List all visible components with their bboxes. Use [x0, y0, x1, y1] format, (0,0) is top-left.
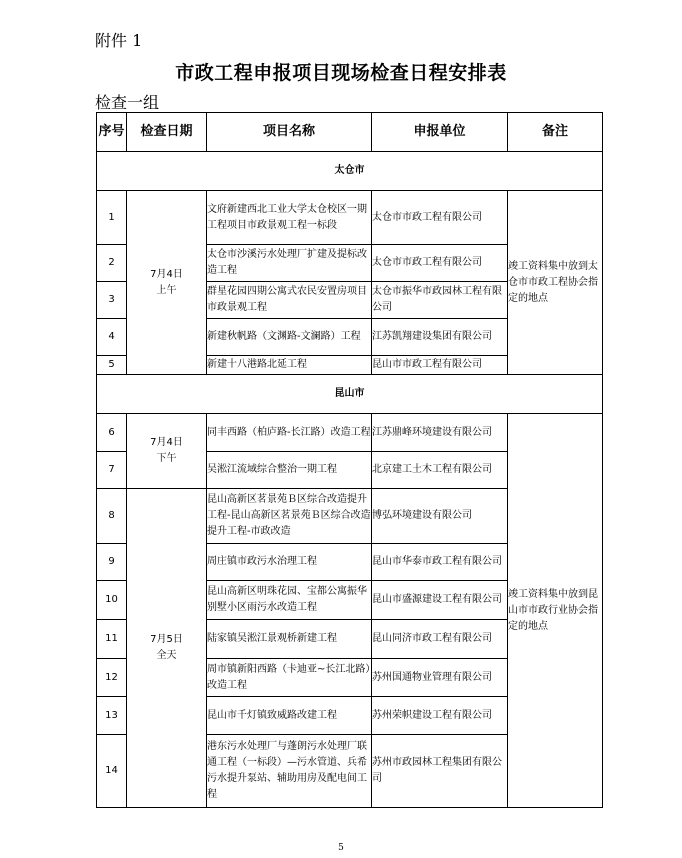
project-name: 昆山高新区明珠花园、宝都公寓振华别墅小区雨污水改造工程 [207, 581, 372, 620]
project-name: 周市镇新阳西路（卡迪亚~长江北路）改造工程 [207, 659, 372, 697]
unit-name: 北京建工土木工程有限公司 [372, 452, 508, 489]
date-text: 7月5日 [150, 634, 183, 645]
unit-name: 苏州市政园林工程集团有限公司 [372, 735, 508, 808]
row-no: 11 [97, 620, 127, 659]
header-project: 项目名称 [207, 113, 372, 152]
row-no: 3 [97, 282, 127, 319]
remark-cell: 竣工资料集中放到昆山市市政行业协会指定的地点 [508, 414, 603, 808]
header-no: 序号 [97, 113, 127, 152]
project-name: 文府新建西北工业大学太仓校区一期工程项目市政景观工程一标段 [207, 191, 372, 245]
unit-name: 苏州国通物业管理有限公司 [372, 659, 508, 697]
project-name: 群星花园四期公寓式农民安置房项目市政景观工程 [207, 282, 372, 319]
header-row [97, 113, 603, 152]
region-row [97, 152, 603, 191]
date-text: 7月4日 [150, 268, 183, 280]
project-name: 太仓市沙溪污水处理厂扩建及提标改造工程 [207, 245, 372, 282]
unit-name: 江苏鼎峰环境建设有限公司 [372, 414, 508, 452]
row-no: 13 [97, 697, 127, 735]
region-name: 昆山市 [97, 375, 603, 414]
unit-name: 太仓市市政工程有限公司 [372, 245, 508, 282]
page-number: 5 [338, 843, 344, 853]
row-no: 10 [97, 581, 127, 620]
unit-name: 太仓市振华市政园林工程有限公司 [372, 282, 508, 319]
row-no: 6 [97, 414, 127, 452]
project-name: 陆家镇吴淞江景观桥新建工程 [207, 620, 372, 659]
unit-name: 昆山同济市政工程有限公司 [372, 620, 508, 659]
project-name: 昆山高新区茗景苑Ｂ区综合改造提升工程-昆山高新区茗景苑Ｂ区综合改造提升工程-市政改造 [207, 489, 372, 544]
period-text: 上午 [156, 284, 177, 296]
project-name: 新建十八港路北延工程 [207, 356, 372, 375]
row-no: 5 [97, 356, 127, 375]
date-cell [127, 489, 207, 808]
project-name: 同丰西路（柏庐路-长江路）改造工程 [207, 414, 372, 452]
project-name: 新建秋帆路（文渊路-文澜路）工程 [207, 319, 372, 356]
row-no: 4 [97, 319, 127, 356]
header-date: 检查日期 [127, 113, 207, 152]
unit-name: 昆山市华泰市政工程有限公司 [372, 544, 508, 581]
header-remark: 备注 [508, 113, 603, 152]
row-no: 8 [97, 489, 127, 544]
project-name: 周庄镇市政污水治理工程 [207, 544, 372, 581]
attachment-label: 附件 1 [95, 31, 143, 50]
project-name: 昆山市千灯镇致威路改建工程 [207, 697, 372, 735]
region-name: 太仓市 [97, 152, 603, 191]
remark-cell: 竣工资料集中放到太仓市市政工程协会指定的地点 [508, 191, 603, 375]
unit-name: 博弘环境建设有限公司 [372, 489, 508, 544]
region-row [97, 375, 603, 414]
row-no: 7 [97, 452, 127, 489]
project-name: 港东污水处理厂与蓬朗污水处理厂联通工程（一标段）—污水管道、兵希污水提升泵站、辅助用房及配电间工程 [207, 735, 372, 808]
unit-name: 江苏凯翔建设集团有限公司 [372, 319, 508, 356]
row-no: 12 [97, 659, 127, 697]
row-no: 1 [97, 191, 127, 245]
period-text: 下午 [156, 453, 177, 464]
schedule-table [96, 112, 603, 808]
project-name: 吴淞江流域综合整治一期工程 [207, 452, 372, 489]
table-row [97, 191, 603, 245]
row-no: 9 [97, 544, 127, 581]
unit-name: 苏州荣帜建设工程有限公司 [372, 697, 508, 735]
date-cell [127, 414, 207, 489]
row-no: 2 [97, 245, 127, 282]
document-title: 市政工程申报项目现场检查日程安排表 [175, 62, 507, 84]
table-row [97, 414, 603, 452]
date-cell [127, 191, 207, 375]
unit-name: 太仓市市政工程有限公司 [372, 191, 508, 245]
group-label: 检查一组 [95, 93, 160, 112]
date-text: 7月4日 [150, 437, 183, 448]
unit-name: 昆山市市政工程有限公司 [372, 356, 508, 375]
unit-name: 昆山市盛源建设工程有限公司 [372, 581, 508, 620]
row-no: 14 [97, 735, 127, 808]
header-unit: 申报单位 [372, 113, 508, 152]
period-text: 全天 [156, 650, 177, 661]
